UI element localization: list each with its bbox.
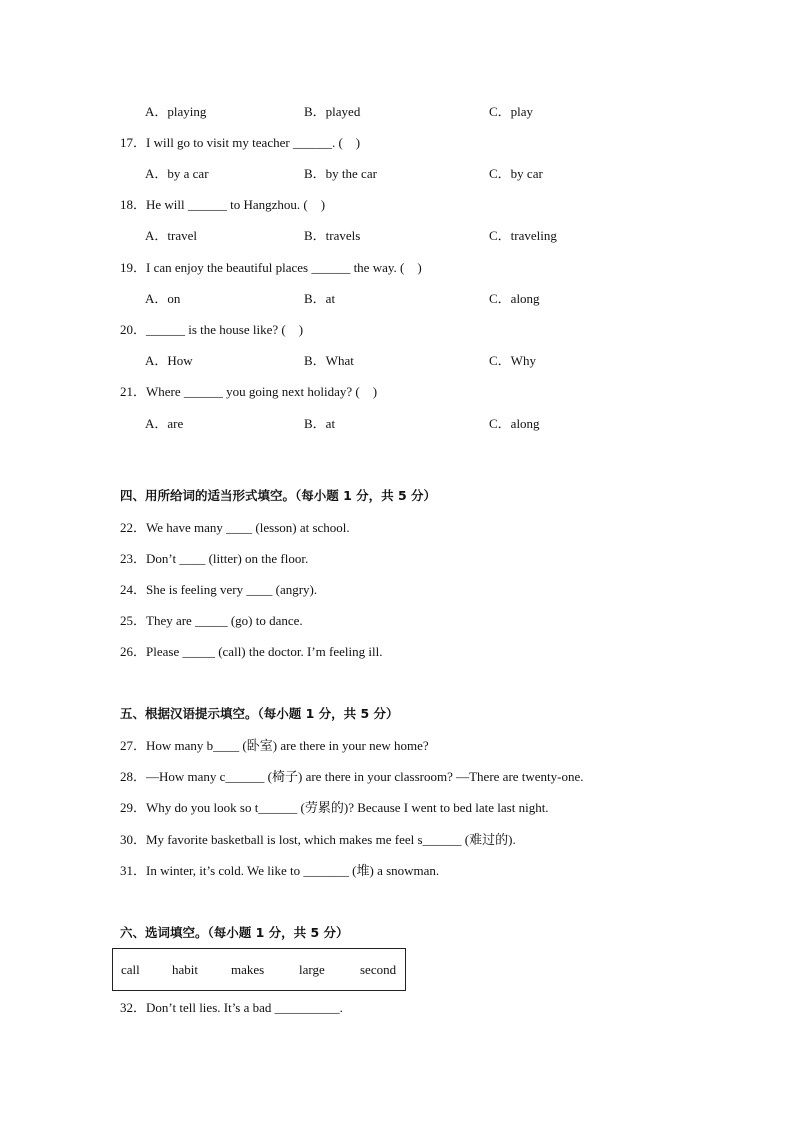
q25: 25．They are _____ (go) to dance. (120, 613, 303, 628)
q27: 27．How many b____ (卧室) are there in your new home? (120, 738, 429, 753)
q19-option-a: A．on (145, 291, 181, 306)
q16-option-b: B．played (304, 104, 361, 119)
q22: 22．We have many ____ (lesson) at school. (120, 520, 350, 535)
q18-stem: 18．He will ______ to Hangzhou. ( ) (120, 197, 326, 212)
q18-option-b: B．travels (304, 228, 361, 243)
q20-stem: 20．______ is the house like? ( ) (120, 322, 304, 337)
word-bank-item: habit (172, 962, 198, 977)
q21-option-a: A．are (145, 416, 184, 431)
word-bank-item: makes (231, 962, 265, 977)
q23: 23．Don’t ____ (litter) on the floor. (120, 551, 309, 566)
q19-option-b: B．at (304, 291, 336, 306)
q32: 32．Don’t tell lies. It’s a bad __________. (120, 1000, 343, 1015)
section4-title: 四、用所给词的适当形式填空。（每小题 1 分，共 5 分） (120, 488, 437, 503)
q26: 26．Please _____ (call) the doctor. I’m feeling ill. (120, 644, 383, 659)
q17-option-c: C．by car (489, 166, 543, 181)
section5-title: 五、根据汉语提示填空。（每小题 1 分，共 5 分） (120, 706, 399, 721)
q20-option-c: C．Why (489, 353, 536, 368)
q16-option-a: A．playing (145, 104, 207, 119)
q18-option-a: A．travel (145, 228, 197, 243)
q21-stem: 21．Where ______ you going next holiday? ( ) (120, 384, 378, 399)
word-bank-item: second (360, 962, 397, 977)
word-bank-item: call (121, 962, 140, 977)
q20-option-a: A．How (145, 353, 193, 368)
q28: 28．—How many c______ (椅子) are there in your classroom? —There are twenty-one. (120, 769, 584, 784)
section6-title: 六、选词填空。（每小题 1 分，共 5 分） (120, 925, 349, 940)
q19-option-c: C．along (489, 291, 540, 306)
q21-option-c: C．along (489, 416, 540, 431)
q30: 30．My favorite basketball is lost, which makes me feel s______ (难过的). (120, 832, 516, 847)
q18-option-c: C．traveling (489, 228, 557, 243)
q20-option-b: B．What (304, 353, 354, 368)
q16-option-c: C．play (489, 104, 534, 119)
q19-stem: 19．I can enjoy the beautiful places ______ the way. ( ) (120, 260, 422, 275)
q24: 24．She is feeling very ____ (angry). (120, 582, 318, 597)
word-bank-box (112, 948, 406, 991)
q29: 29．Why do you look so t______ (劳累的)? Because I went to bed late last night. (120, 800, 549, 815)
q31: 31．In winter, it’s cold. We like to _______ (堆) a snowman. (120, 863, 440, 878)
word-bank-item: large (299, 962, 325, 977)
q17-stem: 17．I will go to visit my teacher ______. ( ) (120, 135, 361, 150)
q17-option-a: A．by a car (145, 166, 209, 181)
q17-option-b: B．by the car (304, 166, 377, 181)
q21-option-b: B．at (304, 416, 336, 431)
